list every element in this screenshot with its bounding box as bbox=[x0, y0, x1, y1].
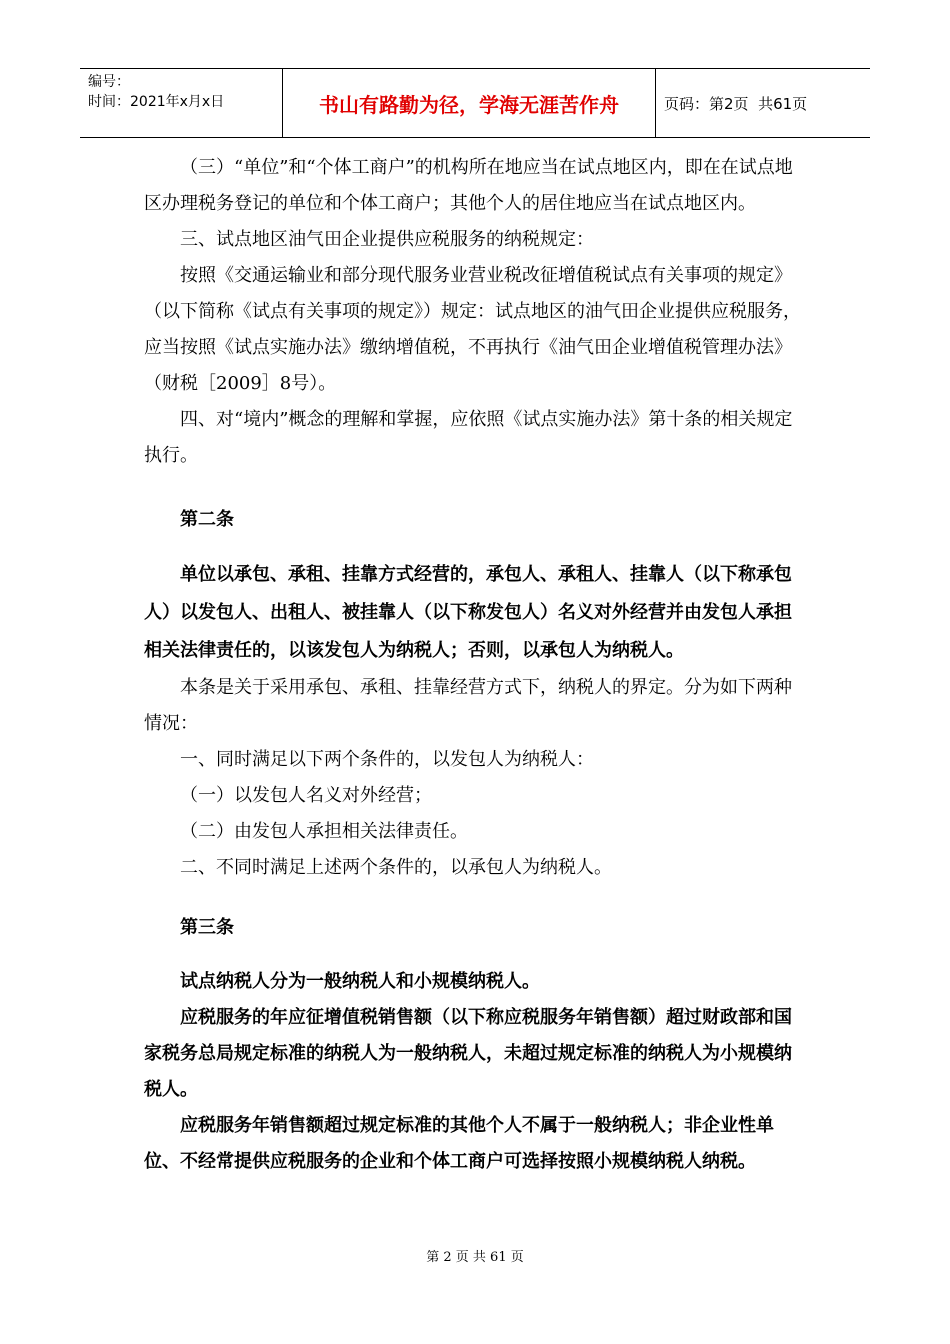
article-heading: 第三条 bbox=[180, 917, 234, 938]
paragraph: （三）“单位”和“个体工商户”的机构所在地应当在试点地区内，即在在试点地区办理税务登记的单位和个体工商户；其他个人的居住地应当在试点地区内。 bbox=[144, 157, 793, 214]
paragraph: （二）由发包人承担相关法律责任。 bbox=[180, 821, 468, 842]
page-footer: 第 2 页 共 61 页 bbox=[426, 1250, 524, 1265]
page-header bbox=[80, 68, 870, 138]
header-motto-cell bbox=[282, 69, 656, 137]
article-text: 应税服务年销售额超过规定标准的其他个人不属于一般纳税人；非企业性单位、不经常提供应税服务的企业和个体工商户可选择按照小规模纳税人纳税。 bbox=[144, 1115, 774, 1172]
total-pages-label: 共61页 bbox=[758, 94, 808, 113]
paragraph: （一）以发包人名义对外经营； bbox=[180, 785, 432, 806]
number-label: 编号： bbox=[88, 74, 130, 90]
paragraph: 本条是关于采用承包、承租、挂靠经营方式下，纳税人的界定。分为如下两种情况： bbox=[144, 677, 792, 734]
paragraph: 三、试点地区油气田企业提供应税服务的纳税规定： bbox=[180, 229, 594, 250]
time-label: 时间：2021年x月x日 bbox=[88, 94, 225, 110]
header-meta bbox=[80, 69, 282, 137]
paragraph: 四、对“境内”概念的理解和掌握，应依照《试点实施办法》第十条的相关规定执行。 bbox=[144, 409, 793, 466]
paragraph: 二、不同时满足上述两个条件的，以承包人为纳税人。 bbox=[180, 857, 612, 878]
article-text: 试点纳税人分为一般纳税人和小规模纳税人。 bbox=[180, 971, 540, 992]
motto: 书山有路勤为径，学海无涯苦作舟 bbox=[319, 92, 619, 117]
paragraph: 一、同时满足以下两个条件的，以发包人为纳税人： bbox=[180, 749, 594, 770]
article-text: 单位以承包、承租、挂靠方式经营的，承包人、承租人、挂靠人（以下称承包人）以发包人、出租人、被挂靠人（以下称发包人）名义对外经营并由发包人承担相关法律责任的，以该发包人为纳税人；否则，以承包人为纳税人。 bbox=[144, 564, 792, 661]
article-heading: 第二条 bbox=[180, 509, 234, 530]
header-page-info bbox=[656, 69, 870, 137]
document-body bbox=[144, 150, 808, 1180]
paragraph: 按照《交通运输业和部分现代服务业营业税改征增值税试点有关事项的规定》（以下简称《试点有关事项的规定》）规定：试点地区的油气田企业提供应税服务，应当按照《试点实施办法》缴纳增值税，不再执行《油气田企业增值税管理办法》（财税［2009］8号）。 bbox=[144, 265, 801, 394]
article-text: 应税服务的年应征增值税销售额（以下称应税服务年销售额）超过财政部和国家税务总局规定标准的纳税人为一般纳税人，未超过规定标准的纳税人为小规模纳税人。 bbox=[144, 1007, 792, 1100]
page-label: 页码：第2页 bbox=[664, 94, 749, 113]
